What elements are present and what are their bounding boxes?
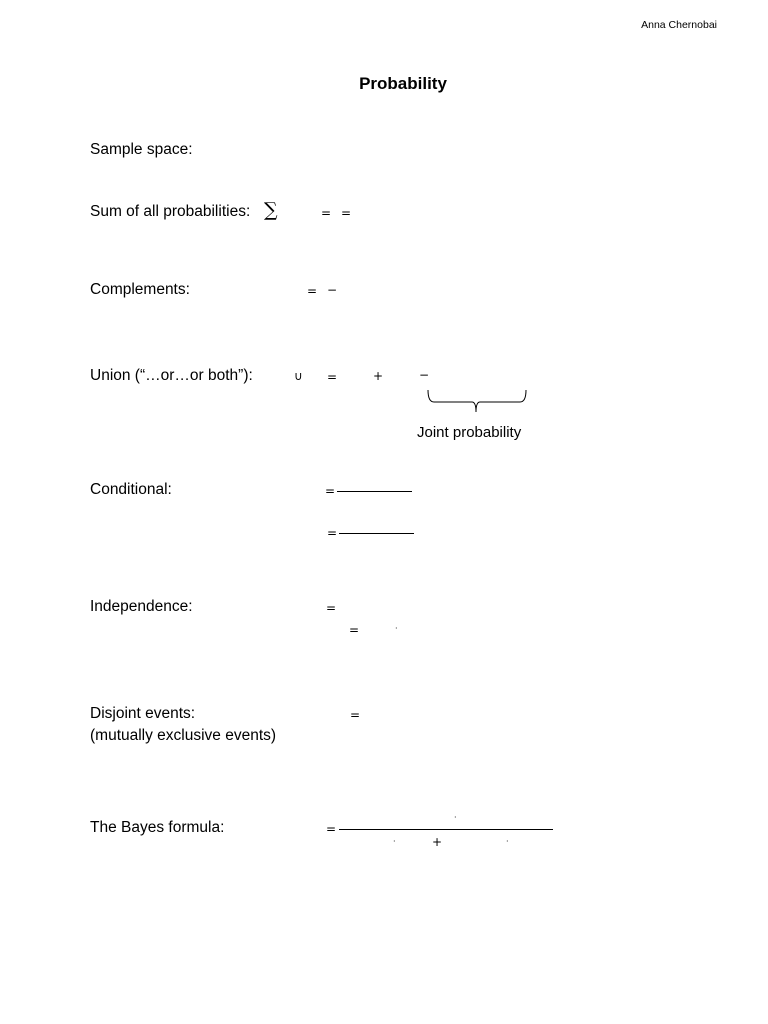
bayes-equals: = — [326, 822, 337, 836]
bayes-denominator-dot-2: · — [506, 837, 509, 846]
union-equals: = — [327, 370, 338, 384]
author-name: Anna Chernobai — [641, 19, 717, 31]
sum-equals-2: = — [341, 206, 352, 220]
independence-product-dot: · — [395, 624, 398, 633]
union-cup-symbol: ∪ — [294, 369, 303, 383]
joint-probability-label: Joint probability — [417, 424, 522, 441]
bayes-denominator-dot-1: · — [393, 837, 396, 846]
sigma-symbol: ∑ — [264, 199, 278, 221]
independence-equals-1: = — [326, 601, 337, 615]
conditional-equals-1: = — [325, 484, 336, 498]
bayes-fraction-bar — [339, 829, 553, 830]
conditional-equals-2: = — [327, 526, 338, 540]
disjoint-equals: = — [350, 708, 361, 722]
complements-label: Complements: — [90, 281, 190, 298]
conditional-fraction-bar-1 — [337, 491, 412, 492]
independence-label: Independence: — [90, 598, 193, 615]
disjoint-events-label: Disjoint events: — [90, 705, 196, 722]
sum-equals-1: = — [321, 206, 332, 220]
complements-minus: − — [327, 283, 338, 297]
union-minus: − — [419, 368, 430, 382]
bayes-formula-label: The Bayes formula: — [90, 819, 225, 836]
complements-equals: = — [307, 284, 318, 298]
union-label: Union (“…or…or both”): — [90, 367, 253, 384]
bayes-numerator-dot: · — [454, 813, 457, 822]
union-plus: + — [373, 369, 384, 383]
conditional-fraction-bar-2 — [339, 533, 414, 534]
sample-space-label: Sample space: — [90, 141, 193, 158]
independence-equals-2: = — [349, 623, 360, 637]
joint-probability-brace — [424, 388, 530, 416]
page-title: Probability — [359, 74, 447, 93]
bayes-plus: + — [432, 835, 443, 849]
conditional-label: Conditional: — [90, 481, 172, 498]
sum-probabilities-label: Sum of all probabilities: — [90, 203, 251, 220]
mutually-exclusive-label: (mutually exclusive events) — [90, 727, 277, 744]
